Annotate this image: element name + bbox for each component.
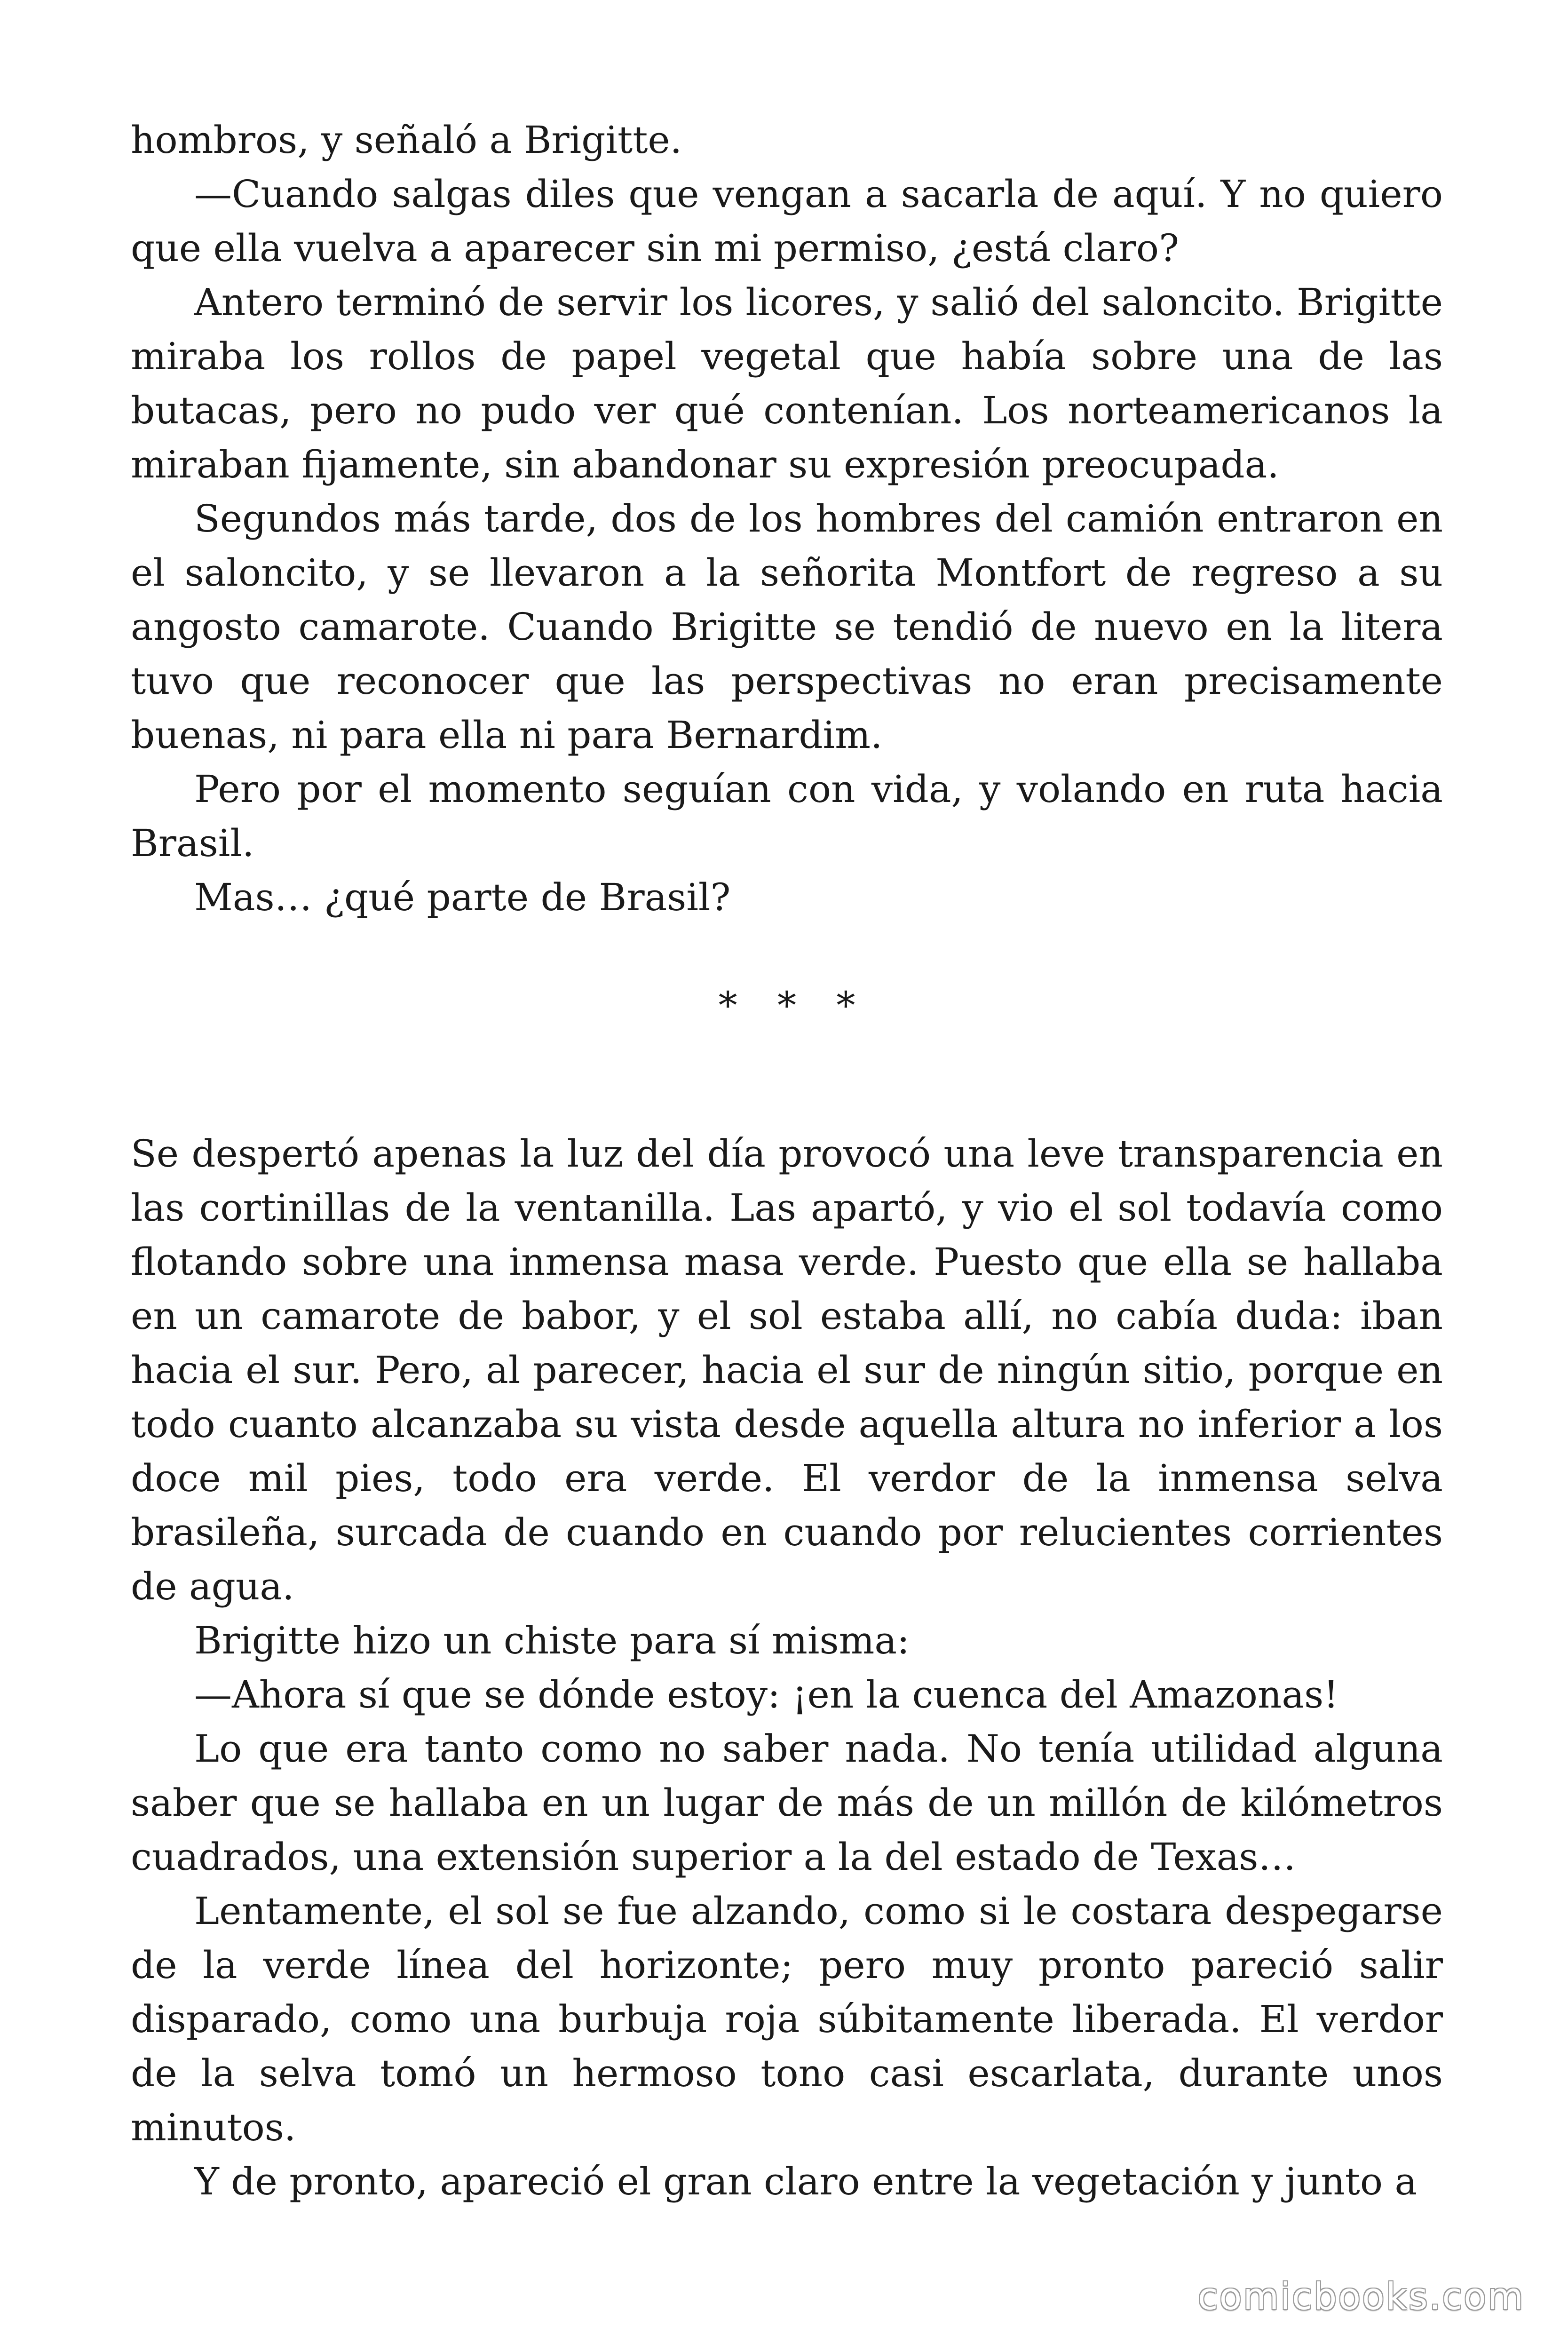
paragraph: hombros, y señaló a Brigitte. (131, 118, 682, 162)
paragraph: Pero por el momento seguían con vida, y volando en ruta hacia Brasil. (131, 767, 1443, 865)
paragraph: Mas… ¿qué parte de Brasil? (194, 875, 731, 919)
paragraph: —Cuando salgas diles que vengan a sacarla de aquí. Y no quiero que ella vuelva a aparecer sin mi permiso, ¿está claro? (131, 172, 1443, 270)
paragraph: Se despertó apenas la luz del día provocó una leve transparencia en las cortinillas de la ventanilla. Las apartó, y vio el sol todavía como flotando sobre una inmensa masa verde. Puesto que ella se hallaba en un camarote de babor, y el sol estaba allí, no cabía duda: iban hacia el sur. Pero, al parecer, hacia el sur de ningún sitio, porque en todo cuanto alcanzaba su vista desde aquella altura no inferior a los doce mil pies, todo era verde. El verdor de la inmensa selva brasileña, surcada de cuando en cuando por relucientes corrientes de agua. (131, 1132, 1443, 1608)
paragraph: Y de pronto, apareció el gran claro entre la vegetación y junto a (194, 2160, 1418, 2203)
watermark: comicbooks.com (1197, 2276, 1525, 2318)
section-separator: * * * (718, 984, 870, 1027)
text-block-bottom (131, 1127, 1443, 2209)
text-block-top (131, 113, 1443, 924)
paragraph: Segundos más tarde, dos de los hombres del camión entraron en el saloncito, y se llevaron a la señorita Montfort de regreso a su angosto camarote. Cuando Brigitte se tendió de nuevo en la litera tuvo que reconocer que las perspectivas no eran precisamente buenas, ni para ella ni para Bernardim. (131, 497, 1443, 757)
book-page (131, 113, 1443, 2209)
paragraph: Antero terminó de servir los licores, y salió del saloncito. Brigitte miraba los rollos de papel vegetal que había sobre una de las butacas, pero no pudo ver qué contenían. Los norteamericanos la miraban fijamente, sin abandonar su expresión preocupada. (131, 280, 1443, 486)
paragraph: —Ahora sí que se dónde estoy: ¡en la cuenca del Amazonas! (194, 1673, 1339, 1716)
paragraph: Brigitte hizo un chiste para sí misma: (194, 1619, 910, 1662)
paragraph: Lo que era tanto como no saber nada. No tenía utilidad alguna saber que se hallaba en un lugar de más de un millón de kilómetros cuadrados, una extensión superior a la del estado de Texas… (131, 1727, 1443, 1879)
paragraph: Lentamente, el sol se fue alzando, como si le costara despegarse de la verde línea del horizonte; pero muy pronto pareció salir disparado, como una burbuja roja súbitamente liberada. El verdor de la selva tomó un hermoso tono casi escarlata, durante unos minutos. (131, 1889, 1443, 2149)
